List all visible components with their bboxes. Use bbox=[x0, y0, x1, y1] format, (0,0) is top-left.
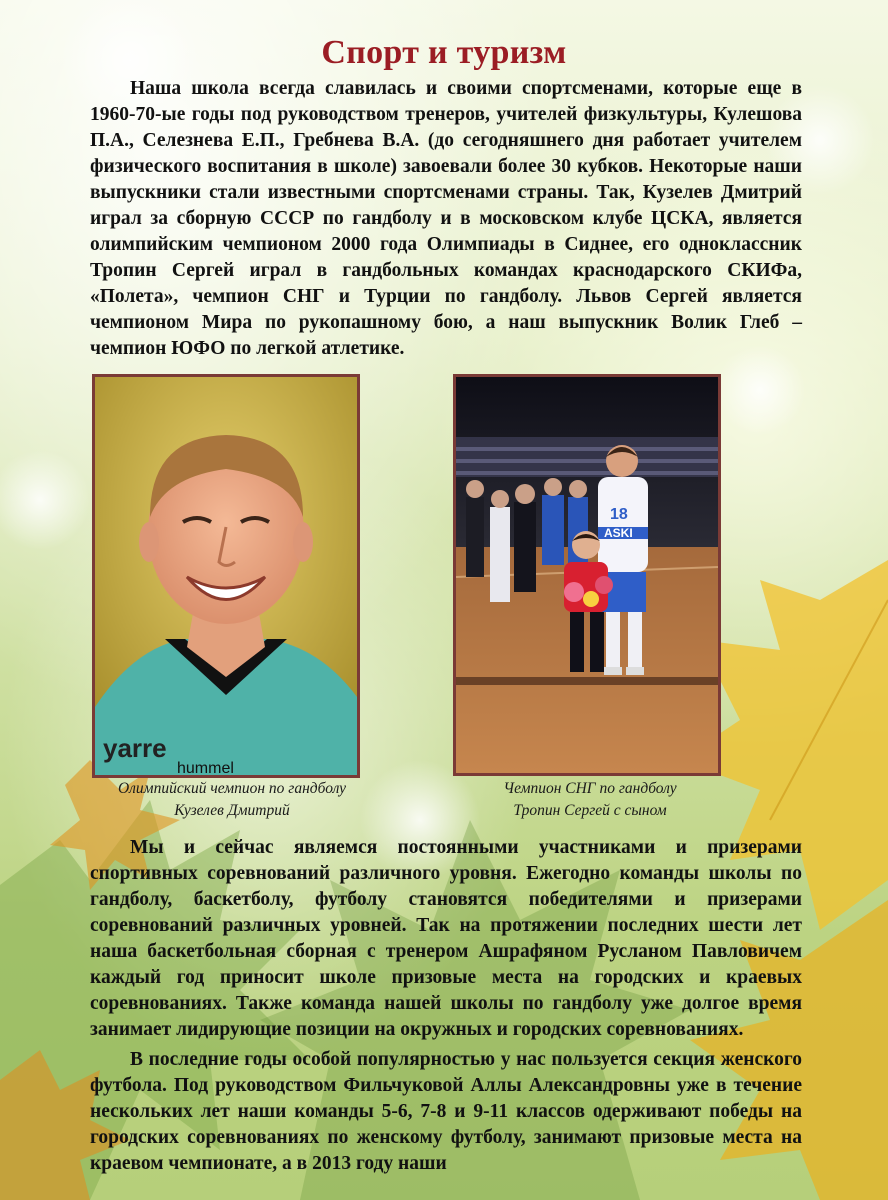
caption-line: Чемпион СНГ по гандболу bbox=[503, 780, 677, 797]
womens-football-paragraph: В последние годы особой популярностью у нас пользуется секция женского футбола. Под руководством Фильчуковой Аллы Александровны уже в течение нескольких лет наши команды 5-6, 7-8 и 9-11 классов одерживают победы на городских соревнованиях по женскому футболу, занимают призовые места на краевом чемпионате, а в 2013 году наши bbox=[90, 1049, 802, 1174]
photo-caption-tropin bbox=[440, 778, 740, 822]
caption-line: Тропин Сергей с сыном bbox=[513, 802, 667, 819]
caption-line: Кузелев Дмитрий bbox=[174, 802, 290, 819]
photo-kuzelev-portrait bbox=[92, 374, 360, 778]
jersey-number: 18 bbox=[610, 506, 628, 523]
portrait-illustration bbox=[95, 377, 357, 775]
jersey-sponsor: ASKI bbox=[604, 526, 633, 540]
caption-line: Олимпийский чемпион по гандболу bbox=[117, 780, 347, 797]
shirt-sponsor-text: yarre bbox=[103, 733, 167, 763]
arena-illustration bbox=[456, 377, 718, 773]
photo-caption-kuzelev bbox=[72, 778, 392, 822]
page-title: Спорт и туризм bbox=[321, 34, 567, 71]
photo-tropin-with-son bbox=[453, 374, 721, 776]
competitions-paragraph: Мы и сейчас являемся постоянными участниками и призерами спортивных соревнований различного уровня. Ежегодно команды школы по гандболу, баскетболу, футболу становятся победителями и призерами соревнований различных уровней. Так на протяжении последних шести лет наша баскетбольная сборная с тренером Ашрафяном Русланом Павловичем каждый год приносит школе призовые места на городских и краевых соревнованиях. Также команда нашей школы по гандболу уже долгое время занимает лидирующие позиции на окружных и городских соревнованиях. bbox=[90, 837, 802, 1040]
shirt-brand-text: hummel bbox=[177, 760, 234, 775]
intro-paragraph: Наша школа всегда славилась и своими спортсменами, которые еще в 1960-70-ые годы под руководством тренеров, учителей физкультуры, Кулешова П.А., Селезнева Е.П., Гребнева В.А. (до сегодняшнего дня работает учителем физического воспитания в школе) завоевали более 30 кубков. Некоторые наши выпускники стали известными спортсменами страны. Так, Кузелев Дмитрий играл за сборную СССР по гандболу и в московском клубе ЦСКА, является олимпийским чемпионом 2000 года Олимпиады в Сиднее, его одноклассник Тропин Сергей играл в гандбольных командах краснодарского СКИФа, «Полета», чемпион СНГ и Турции по гандболу. Львов Сергей является чемпионом Мира по рукопашному бою, а наш выпускник Волик Глеб – чемпион ЮФО по легкой атлетике. bbox=[90, 78, 802, 359]
